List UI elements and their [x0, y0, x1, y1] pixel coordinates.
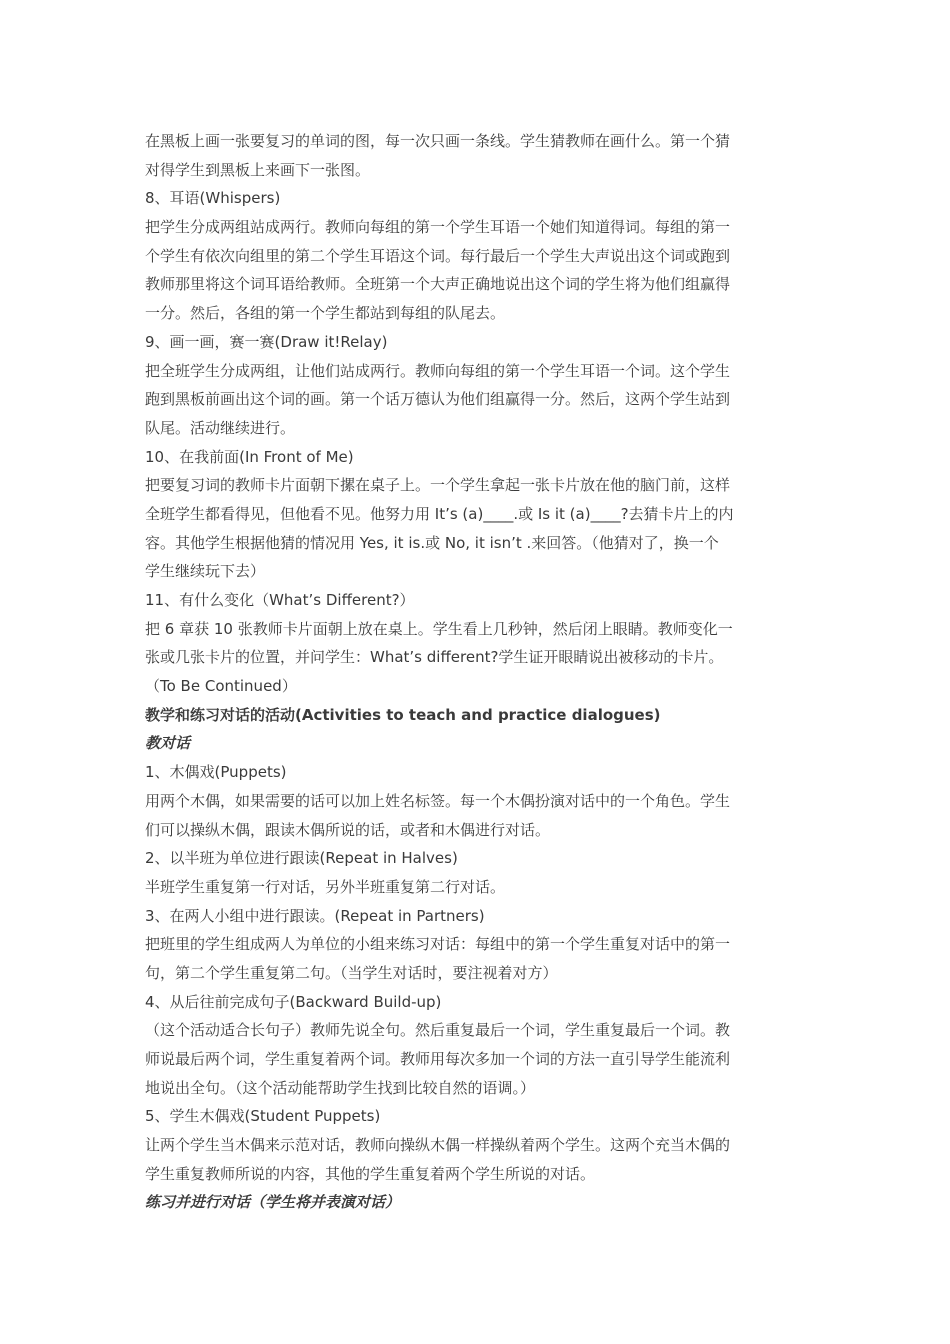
document-body — [145, 127, 805, 1217]
item-heading-3: 3、在两人小组中进行跟读。(Repeat in Partners) — [145, 906, 485, 925]
section-heading: 教学和练习对话的活动(Activities to teach and practice dialogues) — [145, 705, 661, 724]
paragraph-line: 学生继续玩下去） — [145, 562, 266, 581]
item-heading-5: 5、学生木偶戏(Student Puppets) — [145, 1107, 381, 1126]
item-heading-9: 9、画一画，赛一赛(Draw it!Relay) — [145, 332, 388, 351]
paragraph-line: 个学生有依次向组里的第二个学生耳语这个词。每行最后一个学生大声说出这个词或跑到 — [145, 246, 731, 265]
item-heading-2: 2、以半班为单位进行跟读(Repeat in Halves) — [145, 849, 458, 868]
paragraph-line: 半班学生重复第一行对话，另外半班重复第二行对话。 — [145, 877, 506, 896]
paragraph-line: 把 6 章获 10 张教师卡片面朝上放在桌上。学生看上几秒钟，然后闭上眼睛。教师变化一 — [145, 619, 733, 638]
paragraph-line: 把班里的学生组成两人为单位的小组来练习对话：每组中的第一个学生重复对话中的第一 — [145, 935, 731, 954]
item-heading-4: 4、从后往前完成句子(Backward Build-up) — [145, 992, 442, 1011]
item-heading-10: 10、在我前面(In Front of Me) — [145, 447, 354, 466]
paragraph-line: 教师那里将这个词耳语给教师。全班第一个大声正确地说出这个词的学生将为他们组赢得 — [145, 275, 731, 294]
item-heading-8: 8、耳语(Whispers) — [145, 189, 281, 208]
paragraph-line: 地说出全句。（这个活动能帮助学生找到比较自然的语调。） — [145, 1078, 536, 1097]
paragraph-line: 一分。然后，各组的第一个学生都站到每组的队尾去。 — [145, 304, 506, 323]
paragraph-line: 在黑板上画一张要复习的单词的图，每一次只画一条线。学生猜教师在画什么。第一个猜 — [145, 132, 731, 150]
paragraph-line: （这个活动适合长句子）教师先说全句。然后重复最后一个词，学生重复最后一个词。教 — [145, 1021, 731, 1040]
paragraph-line: 张或几张卡片的位置，并问学生：What’s different?学生证开眼睛说出被移动的卡片。 — [145, 648, 724, 667]
paragraph-line: 师说最后两个词，学生重复着两个词。教师用每次多加一个词的方法一直引导学生能流利 — [145, 1050, 731, 1068]
paragraph-line: 把全班学生分成两组，让他们站成两行。教师向每组的第一个学生耳语一个词。这个学生 — [145, 361, 731, 380]
paragraph-line: 队尾。活动继续进行。 — [145, 418, 296, 437]
paragraph-line: 们可以操纵木偶，跟读木偶所说的话，或者和木偶进行对话。 — [145, 820, 551, 839]
subsection-heading: 练习并进行对话（学生将并表演对话） — [145, 1193, 401, 1212]
subsection-heading: 教对话 — [145, 734, 191, 753]
paragraph-line: 把学生分成两组站成两行。教师向每组的第一个学生耳语一个她们知道得词。每组的第一 — [145, 218, 731, 237]
item-heading-1: 1、木偶戏(Puppets) — [145, 763, 287, 782]
paragraph-line: 用两个木偶，如果需要的话可以加上姓名标签。每一个木偶扮演对话中的一个角色。学生 — [145, 791, 731, 810]
paragraph-line: 全班学生都看得见，但他看不见。他努力用 It’s (a)____.或 Is it (a)____?去猜卡片上的内 — [145, 504, 734, 523]
paragraph-line: 对得学生到黑板上来画下一张图。 — [145, 160, 371, 179]
paragraph-line: 句，第二个学生重复第二句。（当学生对话时，要注视着对方） — [145, 963, 558, 982]
item-heading-11: 11、有什么变化（What’s Different?） — [145, 591, 415, 609]
paragraph-line: 学生重复教师所说的内容，其他的学生重复着两个学生所说的对话。 — [145, 1164, 596, 1183]
paragraph-line: 跑到黑板前画出这个词的画。第一个话万德认为他们组赢得一分。然后，这两个学生站到 — [145, 390, 731, 409]
paragraph-line: 把要复习词的教师卡片面朝下摞在桌子上。一个学生拿起一张卡片放在他的脑门前，这样 — [145, 476, 731, 495]
continued-note: （To Be Continued） — [145, 677, 297, 696]
paragraph-line: 让两个学生当木偶来示范对话，教师向操纵木偶一样操纵着两个学生。这两个充当木偶的 — [145, 1136, 731, 1155]
paragraph-line: 容。其他学生根据他猜的情况用 Yes, it is.或 No, it isn’t .来回答。（他猜对了，换一个 — [145, 533, 719, 552]
